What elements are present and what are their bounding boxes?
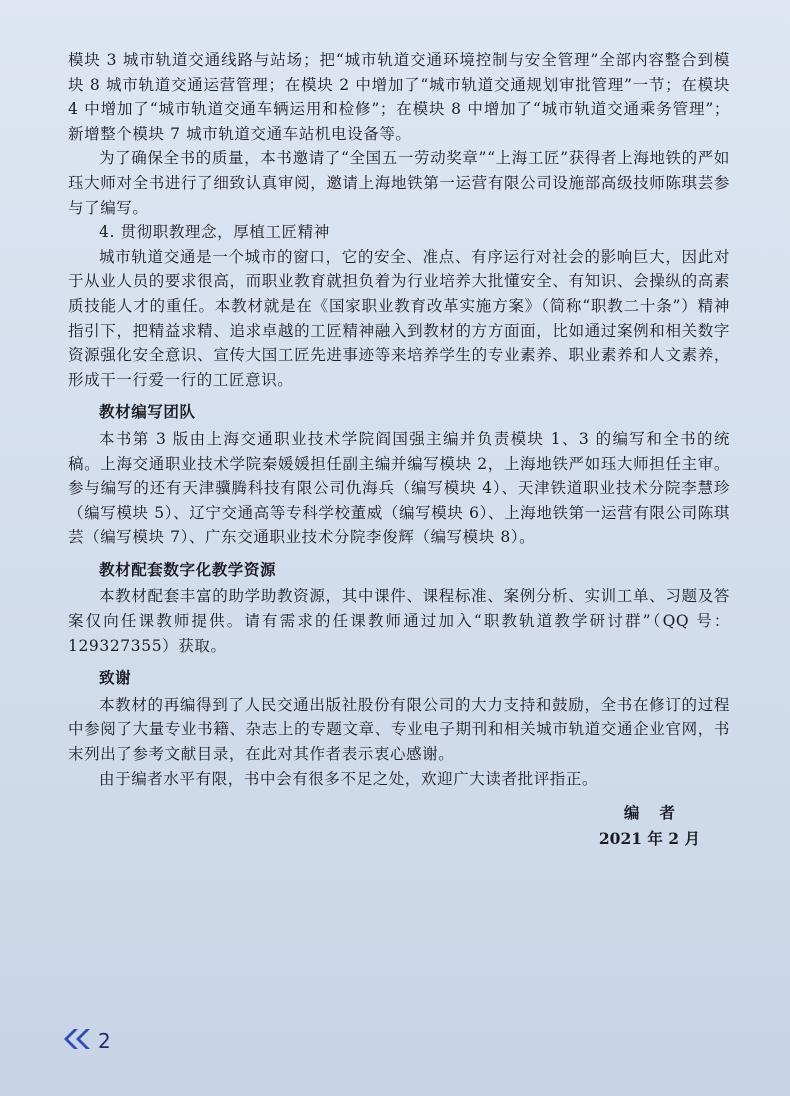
paragraph-craftsman-spirit: 城市轨道交通是一个城市的窗口，它的安全、准点、有序运行对社会的影响巨大，因此对于从业人员的要求很高，而职业教育就担负着为行业培养大批懂安全、有知识、会操纵的高素质技能人才的重任。本教材就是在《国家职业教育改革实施方案》（简称“职教二十条”）精神指引下，把精益求精、追求卓越的工匠精神融入到教材的方方面面，比如通过案例和相关数字资源强化安全意识、宣传大国工匠先进事迹等来培养学生的专业素养、职业素养和人文素养，形成干一行爱一行的工匠意识。 [68,247,730,389]
heading-writing-team: 教材编写团队 [99,403,196,422]
heading-digital-resources: 教材配套数字化教学资源 [99,560,277,579]
page-footer [62,1028,111,1054]
signature-author: 编者 [623,803,695,822]
paragraph-digital-resources: 本教材配套丰富的助学助教资源，其中课件、课程标准、案例分析、实训工单、习题及答案仅向任课教师提供。请有需求的任课教师通过加入“职教轨道教学研讨群”（QQ 号：129327355）获取。 [68,587,730,655]
page-number: 2 [98,1029,111,1053]
paragraph-module-changes: 模块 3 城市轨道交通线路与站场；把“城市轨道交通环境控制与安全管理”全部内容整合到模块 8 城市轨道交通运营管理；在模块 2 中增加了“城市轨道交通规划审批管理”一节；在模块 4 中增加了“城市轨道交通车辆运用和检修”；在模块 8 中增加了“城市轨道交通乘务管理”；新增整个模块 7 城市轨道交通车站机电设备等。 [68,51,730,143]
double-chevron-left-icon [62,1028,94,1054]
preface-body [68,48,730,791]
signature-block [599,800,700,852]
paragraph-acknowledgements: 本教材的再编得到了人民交通出版社股份有限公司的大力支持和鼓励，全书在修订的过程中参阅了大量专业书籍、杂志上的专题文章、专业电子期刊和相关城市轨道交通企业官网，书末列出了参考文献目录，在此对其作者表示衷心感谢。 [68,695,730,764]
paragraph-quality-review: 为了确保全书的质量，本书邀请了“全国五一劳动奖章”“上海工匠”获得者上海地铁的严如珏大师对全书进行了细致认真审阅，邀请上海地铁第一运营有限公司设施部高级技师陈琪芸参与了编写。 [68,149,730,217]
paragraph-writing-team: 本书第 3 版由上海交通职业技术学院阎国强主编并负责模块 1、3 的编写和全书的统稿。上海交通职业技术学院秦媛媛担任副主编并编写模块 2，上海地铁严如珏大师担任主审。参与编写的还有天津骥腾科技有限公司仇海兵（编写模块 4）、天津铁道职业技术分院李慧珍（编写模块 5）、辽宁交通高等专科学校董威（编写模块 6）、上海地铁第一运营有限公司陈琪芸（编写模块 7）、广东交通职业技术分院李俊辉（编写模块 8）。 [68,429,730,547]
signature-date: 2021 年 2 月 [598,829,700,848]
heading-acknowledgements: 致谢 [99,669,132,688]
section-subtitle-craftsman: 4. 贯彻职教理念，厚植工匠精神 [99,223,330,242]
paragraph-closing-note: 由于编者水平有限，书中会有很多不足之处，欢迎广大读者批评指正。 [99,769,599,788]
